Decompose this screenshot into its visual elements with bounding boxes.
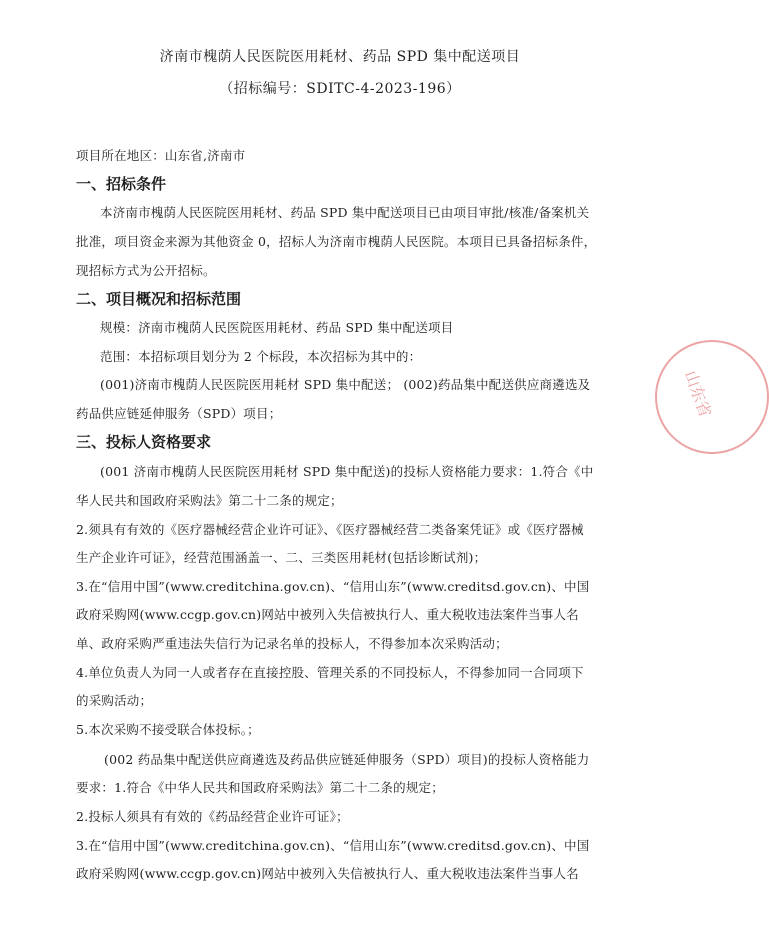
section1-line: 批准，项目资金来源为其他资金 0，招标人为济南市槐荫人民医院。本项目已具备招标条件，	[76, 234, 597, 249]
section3-line: 2.投标人须具有有效的《药品经营企业许可证》；	[76, 809, 349, 824]
section3-line: 的采购活动；	[76, 693, 153, 708]
section2-heading: 二、项目概况和招标范围	[76, 290, 242, 308]
section3-line: 政府采购网(www.ccgp.gov.cn)网站中被列入失信被执行人、重大税收违法案件当事人名	[76, 607, 579, 622]
section3-line: (002 药品集中配送供应商遴选及药品供应链延伸服务（SPD）项目)的投标人资格能力	[104, 752, 590, 767]
project-location: 项目所在地区：山东省,济南市	[76, 148, 246, 163]
section2-line: 规模：济南市槐荫人民医院医用耗材、药品 SPD 集中配送项目	[100, 320, 454, 335]
tender-number: （招标编号：SDITC-4-2023-196）	[219, 81, 461, 97]
section1-line: 现招标方式为公开招标。	[76, 263, 216, 278]
seal-text: 山东省	[680, 368, 716, 420]
section2-line: 药品供应链延伸服务（SPD）项目；	[76, 406, 282, 421]
section3-heading: 三、投标人资格要求	[76, 433, 212, 451]
section2-line: 范围：本招标项目划分为 2 个标段，本次招标为其中的：	[100, 349, 422, 364]
section3-line: 单、政府采购严重违法失信行为记录名单的投标人，不得参加本次采购活动；	[76, 636, 508, 651]
section1-heading: 一、招标条件	[76, 175, 167, 193]
section3-line: 2.须具有有效的《医疗器械经营企业许可证》、《医疗器械经营二类备案凭证》或《医疗器械	[76, 522, 584, 537]
section3-line: 3.在“信用中国”(www.creditchina.gov.cn)、“信用山东”(www.creditsd.gov.cn)、中国	[76, 579, 590, 594]
document-title: 济南市槐荫人民医院医用耗材、药品 SPD 集中配送项目	[159, 49, 521, 65]
section2-line: (001)济南市槐荫人民医院医用耗材 SPD 集中配送； (002)药品集中配送供应商遴选及	[100, 377, 591, 392]
official-seal	[655, 340, 769, 454]
section3-line: 生产企业许可证》，经营范围涵盖一、二、三类医用耗材(包括诊断试剂)；	[76, 550, 487, 565]
section3-line: 政府采购网(www.ccgp.gov.cn)网站中被列入失信被执行人、重大税收违法案件当事人名	[76, 866, 579, 881]
section3-line: (001 济南市槐荫人民医院医用耗材 SPD 集中配送)的投标人资格能力要求：1.符合《中	[100, 464, 594, 479]
section3-line: 3.在“信用中国”(www.creditchina.gov.cn)、“信用山东”(www.creditsd.gov.cn)、中国	[76, 838, 590, 853]
section3-line: 要求：1.符合《中华人民共和国政府采购法》第二十二条的规定；	[76, 780, 444, 795]
section1-line: 本济南市槐荫人民医院医用耗材、药品 SPD 集中配送项目已由项目审批/核准/备案机关	[100, 205, 590, 220]
section3-line: 华人民共和国政府采购法》第二十二条的规定；	[76, 493, 343, 508]
section3-line: 4.单位负责人为同一人或者存在直接控股、管理关系的不同投标人，不得参加同一合同项下	[76, 665, 584, 680]
section3-line: 5.本次采购不接受联合体投标。；	[76, 722, 260, 737]
